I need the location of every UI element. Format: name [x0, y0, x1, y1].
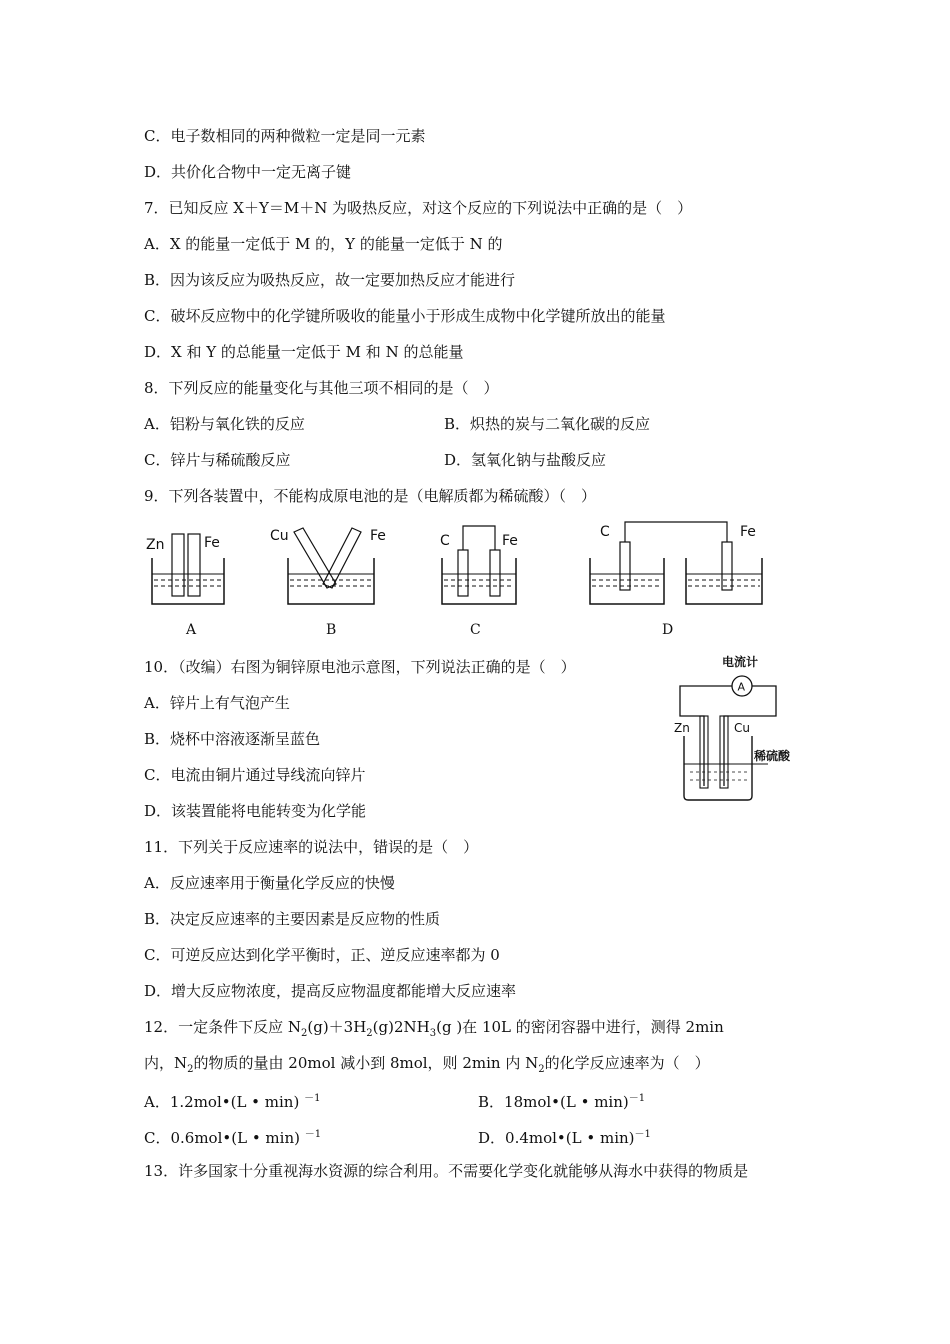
q11-option-d: D．增大反应物浓度，提高反应物温度都能增大反应速率: [144, 982, 517, 1000]
solution-label: 稀硫酸: [754, 749, 791, 763]
q8-stem: 8．下列反应的能量变化与其他三项不相同的是（ ）: [144, 379, 499, 397]
q7-option-c: C．破坏反应物中的化学键所吸收的能量小于形成生成物中化学键所放出的能量: [144, 307, 666, 325]
q12-stem-line1: 12．一定条件下反应 $N_2(g)+3H_2(g)2NH_3(g$ )在 10L 的密闭容器中进行，测得 2min: [144, 1018, 724, 1039]
q9-stem: 9．下列各装置中，不能构成原电池的是（电解质都为稀硫酸）（ ）: [144, 487, 597, 505]
q10-option-d: D．该装置能将电能转变为化学能: [144, 802, 367, 820]
q7-option-a: A．X 的能量一定低于 M 的，Y 的能量一定低于 N 的: [144, 235, 503, 253]
q7-option-b: B．因为该反应为吸热反应，故一定要加热反应才能进行: [144, 271, 516, 289]
figure-b-caption: B: [326, 622, 337, 638]
figure-c-left-label: C: [440, 533, 450, 549]
q10-stem: 10．（改编）右图为铜锌原电池示意图，下列说法正确的是（ ）: [144, 658, 576, 676]
copper-zinc-cell-diagram: [664, 652, 814, 804]
q6-option-c: C．电子数相同的两种微粒一定是同一元素: [144, 127, 426, 145]
q12-stem-line2: 内，$N_2$的物质的量由 20mol 减小到 8mol，则 2min 内 $N_2$的化学反应速率为（ ）: [144, 1054, 710, 1075]
q12-option-c: C．0.6mol•(L • min) $^{-1}$: [144, 1129, 322, 1147]
q11-option-c: C．可逆反应达到化学平衡时，正、逆反应速率都为 0: [144, 946, 500, 964]
figure-a-caption: A: [186, 622, 197, 638]
q11-stem: 11．下列关于反应速率的说法中，错误的是（ ）: [144, 838, 479, 856]
q6-option-d: D．共价化合物中一定无离子键: [144, 163, 352, 181]
q11-option-a: A．反应速率用于衡量化学反应的快慢: [144, 874, 395, 892]
q10-option-c: C．电流由铜片通过导线流向锌片: [144, 766, 366, 784]
q13-stem: 13．许多国家十分重视海水资源的综合利用。不需要化学变化就能够从海水中获得的物质是: [144, 1162, 749, 1180]
q8-option-d: D．氢氧化钠与盐酸反应: [444, 451, 607, 469]
q7-option-d: D．X 和 Y 的总能量一定低于 M 和 N 的总能量: [144, 343, 464, 361]
figure-a-cell: [140, 522, 240, 612]
figure-d-caption: D: [662, 622, 674, 638]
q8-option-c: C．锌片与稀硫酸反应: [144, 451, 291, 469]
q12-option-b: B．18mol•(L • min)$^{-1}$: [478, 1093, 646, 1111]
figure-d-right-label: Fe: [740, 524, 756, 540]
q11-option-b: B．决定反应速率的主要因素是反应物的性质: [144, 910, 441, 928]
copper-label: Cu: [734, 721, 750, 735]
figure-d-cell: [584, 516, 774, 612]
meter-title: 电流计: [722, 655, 759, 669]
q8-option-b: B．炽热的炭与二氧化碳的反应: [444, 415, 651, 433]
q10-option-b: B．烧杯中溶液逐渐呈蓝色: [144, 730, 321, 748]
zinc-label: Zn: [674, 721, 690, 735]
figure-a-right-label: Fe: [204, 535, 220, 551]
meter-symbol: A: [737, 680, 746, 694]
q12-option-a: A．1.2mol•(L • min) $^{-1}$: [144, 1093, 321, 1111]
q10-option-a: A．锌片上有气泡产生: [144, 694, 290, 712]
q8-option-a: A．铝粉与氧化铁的反应: [144, 415, 305, 433]
figure-c-right-label: Fe: [502, 533, 518, 549]
figure-c-caption: C: [470, 622, 481, 638]
q7-stem: 7．已知反应 X＋Y＝M＋N 为吸热反应，对这个反应的下列说法中正确的是（ ）: [144, 199, 693, 217]
figure-a-left-label: Zn: [146, 537, 165, 553]
figure-b-right-label: Fe: [370, 528, 386, 544]
figure-b-left-label: Cu: [270, 528, 289, 544]
figure-b-cell: [266, 522, 396, 612]
q12-option-d: D．0.4mol•(L • min)$^{-1}$: [478, 1129, 651, 1147]
figure-d-left-label: C: [600, 524, 610, 540]
figure-c-cell: [432, 522, 532, 612]
